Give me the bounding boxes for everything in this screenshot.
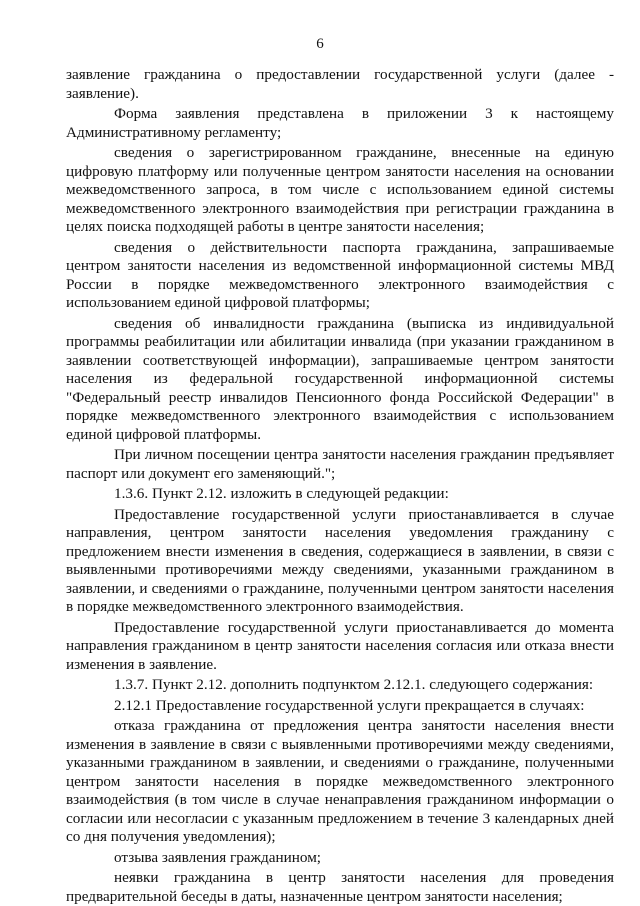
paragraph: Форма заявления представлена в приложении 3 к настоящему Административному регламенту; (66, 105, 614, 141)
page-number: 6 (316, 36, 324, 52)
paragraph: 1.3.7. Пункт 2.12. дополнить подпунктом 2.12.1. следующего содержания: (114, 676, 594, 693)
paragraph: сведения об инвалидности гражданина (выписка из индивидуальной программы реабилитации или абилитации инвалида (при указании гражданином в заявлении соответствующей информации), запрашиваемые центром занятости населения из федеральной государственной информационной системы "Федеральный реестр инвалидов Пенсионного фонда Российской Федерации" в порядке межведомственного электронного взаимодействия с использованием единой цифровой платформы. (66, 314, 614, 443)
paragraph: отказа гражданина от предложения центра занятости населения внести изменения в заявление в связи с выявленными противоречиями между сведениями, указанными гражданином в заявлении, и сведениями о гражданине, полученными центром занятости населения в порядке межведомственного электронного взаимодействия (в том числе в случае ненаправления гражданином информации о согласии или несогласии с указанным предложением в течение 3 календарных дней со дня получения уведомления); (66, 717, 614, 845)
paragraph: неявки гражданина в центр занятости населения для проведения предварительной беседы в даты, назначенные центром занятости населения; (66, 869, 614, 905)
paragraph: сведения о зарегистрированном гражданине, внесенные на единую цифровую платформу или полученные центром занятости населения на основании межведомственного запроса, в том числе с использованием единой системы межведомственного электронного взаимодействия при регистрации гражданина в целях поиска подходящей работы в центре занятости населения; (66, 144, 614, 235)
paragraph: заявление гражданина о предоставлении государственной услуги (далее - заявление). (66, 66, 614, 102)
paragraph: При личном посещении центра занятости населения гражданин предъявляет паспорт или документ его заменяющий."; (66, 446, 614, 482)
document-body (66, 66, 614, 906)
paragraph: Предоставление государственной услуги приостанавливается в случае направления, центром занятости населения уведомления гражданину с предложением внести изменения в сведения, содержащиеся в заявлении, в связи с выявленными противоречиями между сведениями, указанными гражданином в заявлении, и сведениями о гражданине, полученными центром занятости населения в порядке межведомственного электронного взаимодействия. (66, 505, 614, 615)
paragraph: 2.12.1 Предоставление государственной услуги прекращается в случаях: (114, 696, 585, 714)
paragraph: сведения о действительности паспорта гражданина, запрашиваемые центром занятости населения из ведомственной информационной системы МВД России в порядке межведомственного электронного взаимодействия с использованием единой цифровой платформы; (66, 238, 614, 311)
paragraph: отзыва заявления гражданином; (114, 848, 322, 866)
paragraph: 1.3.6. Пункт 2.12. изложить в следующей редакции: (114, 485, 449, 502)
paragraph: Предоставление государственной услуги приостанавливается до момента направления гражданином в центр занятости населения согласия или отказа внести изменения в заявление. (66, 618, 614, 673)
